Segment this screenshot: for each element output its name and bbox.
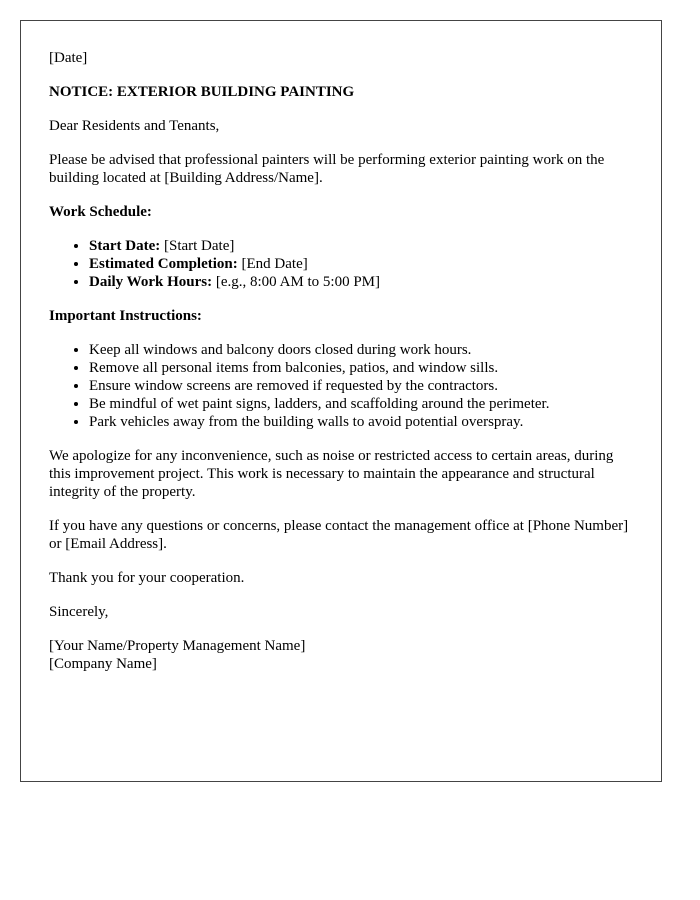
schedule-item-start-date — [89, 237, 633, 255]
work-schedule-list — [49, 237, 633, 291]
contact-paragraph: If you have any questions or concerns, please contact the management office at [Phone Number] or [Email Address]. — [49, 518, 629, 552]
work-schedule-heading: Work Schedule: — [49, 204, 152, 220]
schedule-item-value: [e.g., 8:00 AM to 5:00 PM] — [212, 274, 381, 290]
schedule-item-value: [End Date] — [237, 256, 308, 272]
instruction-item: • Park vehicles away from the building walls to avoid potential overspray. — [89, 413, 633, 431]
signature-name: [Your Name/Property Management Name] — [49, 638, 306, 654]
schedule-item-label: Start Date: — [89, 238, 161, 254]
schedule-item-label: Daily Work Hours: — [89, 274, 213, 290]
notice-title: NOTICE: EXTERIOR BUILDING PAINTING — [49, 84, 355, 100]
thanks-paragraph: Thank you for your cooperation. — [49, 570, 245, 586]
instruction-item: • Remove all personal items from balconies, patios, and window sills. — [89, 359, 633, 377]
letter-date: [Date] — [49, 50, 88, 66]
signature-block — [49, 637, 633, 673]
schedule-item-completion — [89, 255, 633, 273]
instructions-heading: Important Instructions: — [49, 308, 202, 324]
salutation: Dear Residents and Tenants, — [49, 118, 220, 134]
instructions-list — [49, 341, 633, 431]
closing: Sincerely, — [49, 604, 109, 620]
instruction-item: • Be mindful of wet paint signs, ladders, and scaffolding around the perimeter. — [89, 395, 633, 413]
schedule-item-value: [Start Date] — [160, 238, 235, 254]
apology-paragraph: We apologize for any inconvenience, such as noise or restricted access to certain areas, during this improvement project. This work is necessary to maintain the appearance and structural integrity of the property. — [49, 448, 614, 500]
signature-company: [Company Name] — [49, 656, 157, 672]
instruction-item: • Ensure window screens are removed if requested by the contractors. — [89, 377, 633, 395]
notice-letter — [20, 20, 662, 782]
schedule-item-label: Estimated Completion: — [89, 256, 238, 272]
intro-paragraph: Please be advised that professional painters will be performing exterior painting work on the building located at [Building Address/Name]. — [49, 152, 605, 186]
instruction-item: • Keep all windows and balcony doors closed during work hours. — [89, 341, 633, 359]
schedule-item-work-hours — [89, 273, 633, 291]
